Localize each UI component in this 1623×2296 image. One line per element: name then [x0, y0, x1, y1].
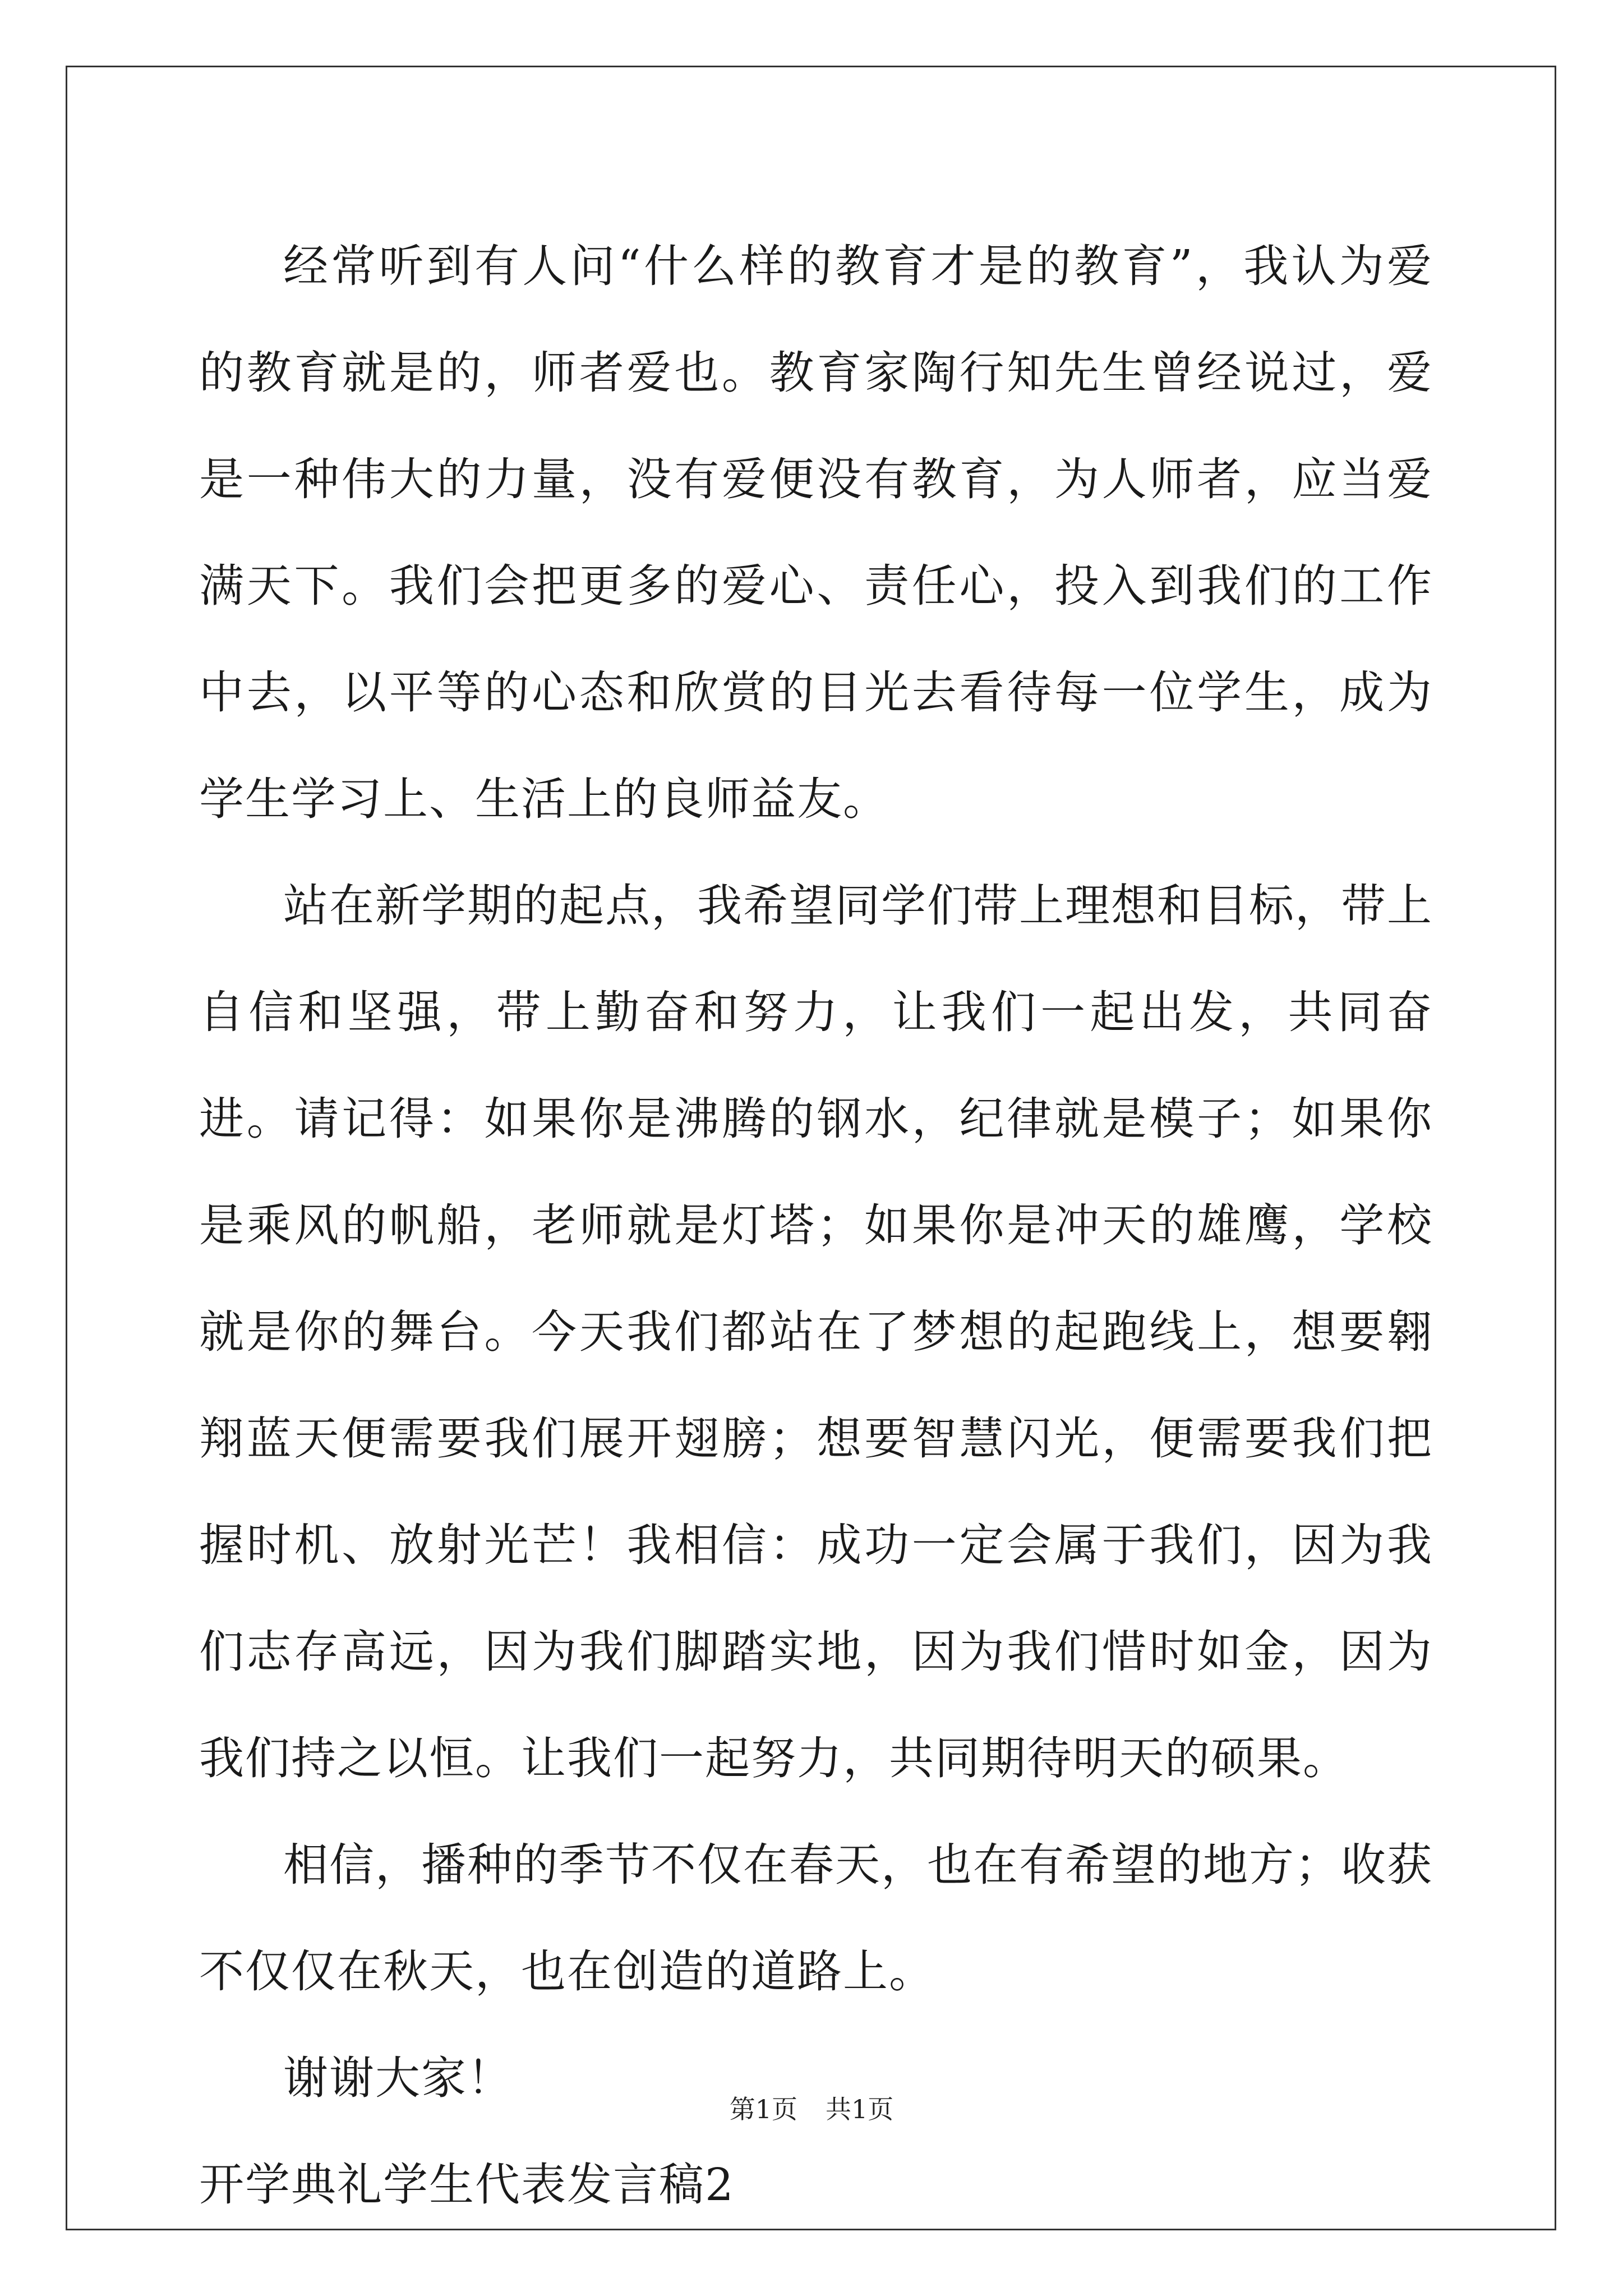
page-number-current: 第1页 [729, 2094, 797, 2124]
page-footer [0, 2092, 1623, 2126]
paragraph-3: 相信，播种的季节不仅在春天，也在有希望的地方；收获不仅仅在秋天，也在创造的道路上。 [199, 1839, 1433, 1998]
section-heading: 开学典礼学生代表发言稿2 [199, 2159, 735, 2211]
paragraph-2: 站在新学期的起点，我希望同学们带上理想和目标，带上自信和坚强，带上勤奋和努力，让我们一起出发，共同奋进。请记得：如果你是沸腾的钢水，纪律就是模子；如果你是乘风的帆船，老师就是灯塔；如果你是冲天的雄鹰，学校就是你的舞台。今天我们都站在了梦想的起跑线上，想要翱翔蓝天便需要我们展开翅膀；想要智慧闪光，便需要我们把握时机、放射光芒！我相信：成功一定会属于我们，因为我们志存高远，因为我们脚踏实地，因为我们惜时如金，因为我们持之以恒。让我们一起努力，共同期待明天的硕果。 [199, 880, 1433, 1784]
page-number-total: 共1页 [826, 2094, 894, 2124]
closing-line: 谢谢大家！ [283, 2052, 513, 2104]
paragraph-1: 经常听到有人问“什么样的教育才是的教育”，我认为爱的教育就是的，师者爱也。教育家陶行知先生曾经说过，爱是一种伟大的力量，没有爱便没有教育，为人师者，应当爱满天下。我们会把更多的爱心、责任心，投入到我们的工作中去，以平等的心态和欣赏的目光去看待每一位学生，成为学生学习上、生活上的良师益友。 [199, 240, 1433, 825]
document-body [199, 213, 1433, 2238]
